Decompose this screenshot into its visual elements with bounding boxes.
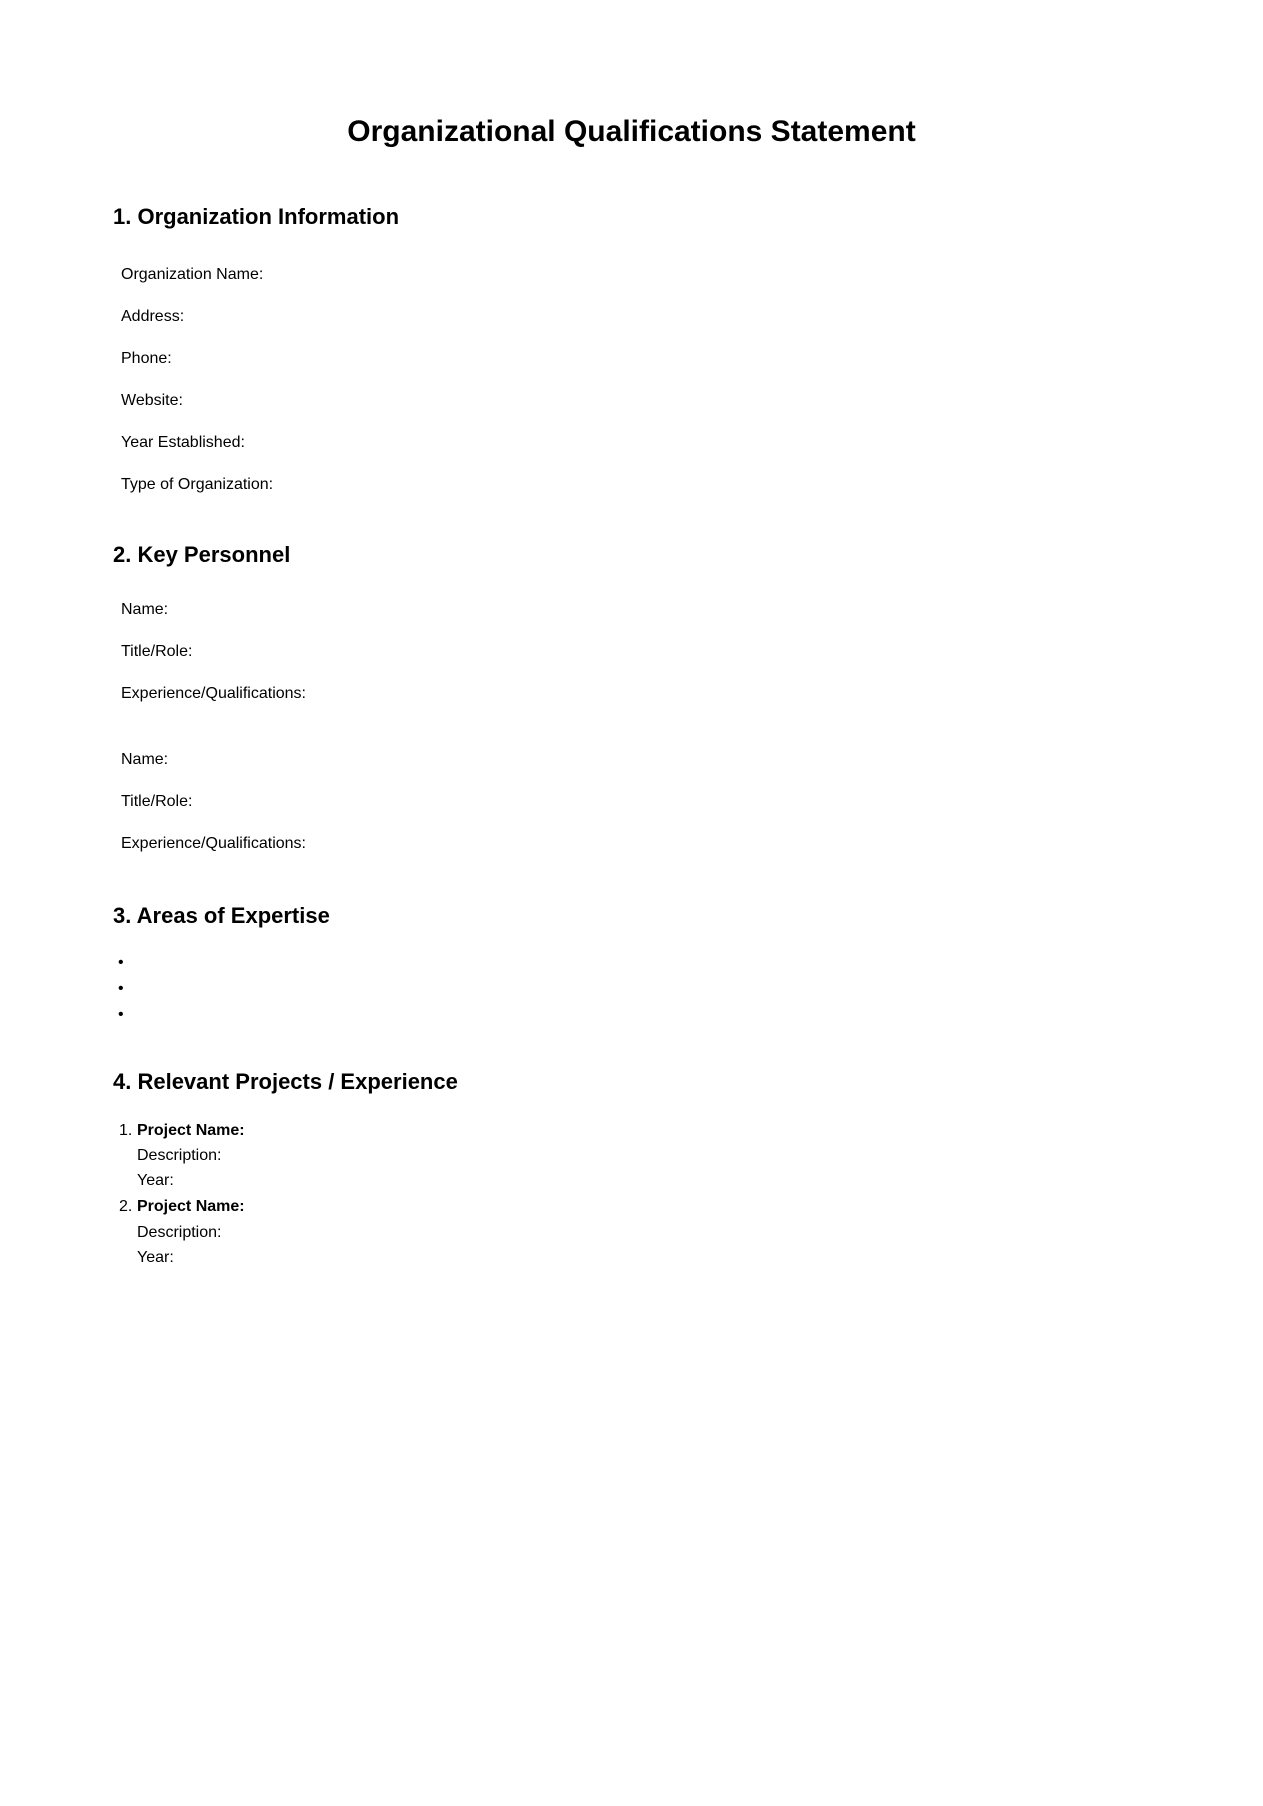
person-1-title-label: Title/Role:: [121, 643, 193, 660]
project-2-name-label: Project Name:: [137, 1198, 245, 1215]
person-2-name-label: Name:: [121, 751, 169, 768]
project-1-number: 1.: [119, 1122, 133, 1139]
person-1-name-label: Name:: [121, 601, 169, 618]
section-heading-areas-of-expertise: 3. Areas of Expertise: [113, 903, 330, 928]
project-1-name-label: Project Name:: [137, 1122, 245, 1139]
project-1-description-label: Description:: [137, 1147, 222, 1164]
person-2-title-label: Title/Role:: [121, 793, 193, 810]
project-1-year-label: Year:: [137, 1172, 174, 1189]
field-label-type-of-organization: Type of Organization:: [121, 476, 274, 493]
person-2-experience-label: Experience/Qualifications:: [121, 835, 306, 852]
section-heading-relevant-projects: 4. Relevant Projects / Experience: [113, 1069, 458, 1094]
project-2-year-label: Year:: [137, 1249, 174, 1266]
section-heading-key-personnel: 2. Key Personnel: [113, 542, 291, 567]
field-label-year-established: Year Established:: [121, 434, 245, 451]
expertise-bullet-1: •: [118, 954, 124, 971]
field-label-address: Address:: [121, 308, 185, 325]
field-label-website: Website:: [121, 392, 183, 409]
project-2-number: 2.: [119, 1198, 133, 1215]
expertise-bullet-3: •: [118, 1006, 124, 1023]
project-2-description-label: Description:: [137, 1224, 222, 1241]
expertise-bullet-2: •: [118, 980, 124, 997]
field-label-organization-name: Organization Name:: [121, 266, 264, 283]
document-title: Organizational Qualifications Statement: [347, 115, 916, 148]
person-1-experience-label: Experience/Qualifications:: [121, 685, 306, 702]
field-label-phone: Phone:: [121, 350, 172, 367]
section-heading-organization-information: 1. Organization Information: [113, 204, 400, 229]
